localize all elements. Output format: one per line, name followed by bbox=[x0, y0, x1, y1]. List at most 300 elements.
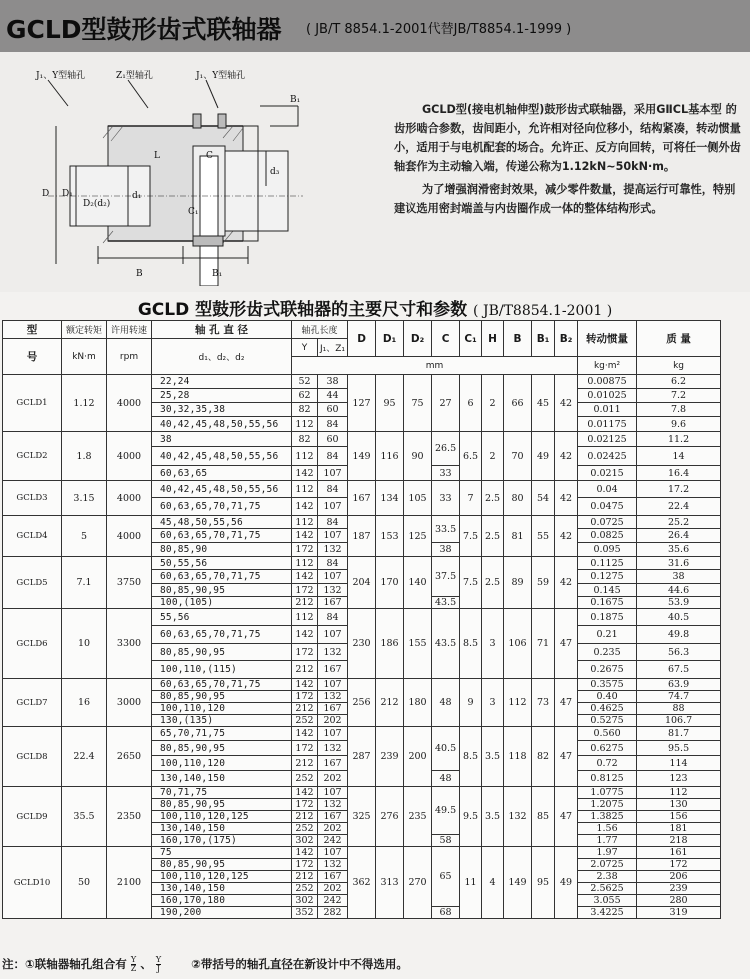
length-j1z1-cell: 132 bbox=[318, 543, 348, 557]
length-j1z1-cell: 202 bbox=[318, 883, 348, 895]
length-y-cell: 252 bbox=[292, 883, 318, 895]
label-C: C bbox=[206, 151, 213, 161]
d1-cell: 313 bbox=[376, 847, 404, 919]
length-j1z1-cell: 242 bbox=[318, 835, 348, 847]
model-cell: GCLD8 bbox=[3, 727, 62, 787]
b-cell: 118 bbox=[504, 727, 532, 787]
mass-cell: 9.6 bbox=[637, 417, 721, 432]
d2-cell: 75 bbox=[404, 375, 432, 432]
bore-cell: 60,63,65,70,71,75 bbox=[152, 570, 292, 584]
b-cell: 81 bbox=[504, 516, 532, 557]
bore-cell: 100,110,120 bbox=[152, 703, 292, 715]
header-D1: D₁ bbox=[376, 321, 404, 357]
length-y-cell: 212 bbox=[292, 703, 318, 715]
mass-cell: 22.4 bbox=[637, 498, 721, 516]
label-b1-top: B₁ bbox=[290, 95, 301, 105]
h-cell: 2.5 bbox=[482, 557, 504, 609]
length-j1z1-cell: 107 bbox=[318, 529, 348, 543]
b2-cell: 47 bbox=[555, 679, 578, 727]
mass-cell: 56.3 bbox=[637, 644, 721, 661]
page-title: GCLD型鼓形齿式联轴器 bbox=[6, 15, 282, 44]
speed-cell: 4000 bbox=[107, 481, 152, 516]
bore-cell: 45,48,50,55,56 bbox=[152, 516, 292, 529]
mass-cell: 38 bbox=[637, 570, 721, 584]
header-mm: mm bbox=[292, 357, 578, 375]
header-banner bbox=[0, 0, 750, 52]
h-cell: 4 bbox=[482, 847, 504, 919]
length-j1z1-cell: 132 bbox=[318, 584, 348, 597]
table-row bbox=[3, 787, 721, 799]
note-2: ②带括号的轴孔直径在新设计中不得选用。 bbox=[191, 957, 408, 971]
c-cell: 48 bbox=[432, 771, 460, 787]
mass-cell: 106.7 bbox=[637, 715, 721, 727]
c1-cell: 7.5 bbox=[460, 516, 482, 557]
bore-cell: 80,85,90 bbox=[152, 543, 292, 557]
mass-cell: 181 bbox=[637, 823, 721, 835]
length-j1z1-cell: 282 bbox=[318, 907, 348, 919]
label-B1: B₁ bbox=[212, 269, 223, 279]
speed-cell: 4000 bbox=[107, 516, 152, 557]
header-D2: D₂ bbox=[404, 321, 432, 357]
length-y-cell: 252 bbox=[292, 715, 318, 727]
bore-cell: 100,110,120,125 bbox=[152, 871, 292, 883]
bore-cell: 60,63,65,70,71,75 bbox=[152, 498, 292, 516]
b2-cell: 42 bbox=[555, 481, 578, 516]
length-y-cell: 252 bbox=[292, 771, 318, 787]
inertia-cell: 0.4625 bbox=[578, 703, 637, 715]
header-bore: 轴 孔 直 径 bbox=[152, 321, 292, 339]
model-cell: GCLD6 bbox=[3, 609, 62, 679]
mass-cell: 206 bbox=[637, 871, 721, 883]
mass-cell: 35.6 bbox=[637, 543, 721, 557]
c-cell: 48 bbox=[432, 679, 460, 727]
header-C1: C₁ bbox=[460, 321, 482, 357]
bore-cell: 130,140,150 bbox=[152, 823, 292, 835]
length-j1z1-cell: 84 bbox=[318, 516, 348, 529]
c1-cell: 11 bbox=[460, 847, 482, 919]
d-cell: 149 bbox=[348, 432, 376, 481]
c1-cell: 9.5 bbox=[460, 787, 482, 847]
bore-cell: 80,85,90,95 bbox=[152, 859, 292, 871]
bore-cell: 30,32,35,38 bbox=[152, 403, 292, 417]
length-y-cell: 142 bbox=[292, 727, 318, 741]
torque-cell: 1.8 bbox=[62, 432, 107, 481]
torque-cell: 7.1 bbox=[62, 557, 107, 609]
b2-cell: 49 bbox=[555, 847, 578, 919]
table-row bbox=[3, 847, 721, 859]
fraction-y-j-den: J bbox=[156, 964, 161, 973]
mass-cell: 123 bbox=[637, 771, 721, 787]
length-j1z1-cell: 84 bbox=[318, 557, 348, 570]
mass-cell: 130 bbox=[637, 799, 721, 811]
c1-cell: 7.5 bbox=[460, 557, 482, 609]
header-mass: 质 量 bbox=[637, 321, 721, 357]
note-separator: 、 bbox=[140, 957, 152, 971]
mass-cell: 67.5 bbox=[637, 661, 721, 679]
inertia-cell: 0.02125 bbox=[578, 432, 637, 447]
c-cell: 43.5 bbox=[432, 597, 460, 609]
bore-cell: 190,200 bbox=[152, 907, 292, 919]
c1-cell: 7 bbox=[460, 481, 482, 516]
label-D2d: D₂(d₂) bbox=[83, 199, 111, 209]
inertia-cell: 0.0475 bbox=[578, 498, 637, 516]
inertia-cell: 0.1875 bbox=[578, 609, 637, 626]
speed-cell: 3750 bbox=[107, 557, 152, 609]
d-cell: 204 bbox=[348, 557, 376, 609]
bore-cell: 60,63,65 bbox=[152, 466, 292, 481]
model-cell: GCLD10 bbox=[3, 847, 62, 919]
header-speed: 许用转速 bbox=[107, 321, 152, 339]
d-cell: 256 bbox=[348, 679, 376, 727]
inertia-cell: 2.5625 bbox=[578, 883, 637, 895]
fraction-y-z-den: Z bbox=[130, 964, 137, 973]
coupling-diagram bbox=[8, 66, 308, 286]
length-j1z1-cell: 107 bbox=[318, 466, 348, 481]
length-j1z1-cell: 107 bbox=[318, 787, 348, 799]
length-y-cell: 172 bbox=[292, 741, 318, 756]
length-y-cell: 82 bbox=[292, 432, 318, 447]
length-j1z1-cell: 167 bbox=[318, 811, 348, 823]
length-y-cell: 302 bbox=[292, 835, 318, 847]
inertia-cell: 0.3575 bbox=[578, 679, 637, 691]
inertia-cell: 0.1275 bbox=[578, 570, 637, 584]
b1-cell: 59 bbox=[532, 557, 555, 609]
length-y-cell: 172 bbox=[292, 543, 318, 557]
c-cell: 65 bbox=[432, 847, 460, 907]
header-torque: 额定转矩 bbox=[62, 321, 107, 339]
c-cell: 68 bbox=[432, 907, 460, 919]
mass-cell: 25.2 bbox=[637, 516, 721, 529]
b2-cell: 47 bbox=[555, 609, 578, 679]
mass-cell: 74.7 bbox=[637, 691, 721, 703]
inertia-cell: 0.04 bbox=[578, 481, 637, 498]
h-cell: 3 bbox=[482, 679, 504, 727]
b1-cell: 54 bbox=[532, 481, 555, 516]
d-cell: 325 bbox=[348, 787, 376, 847]
length-y-cell: 112 bbox=[292, 447, 318, 466]
length-y-cell: 172 bbox=[292, 799, 318, 811]
d2-cell: 105 bbox=[404, 481, 432, 516]
c1-cell: 6 bbox=[460, 375, 482, 432]
b-cell: 106 bbox=[504, 609, 532, 679]
length-y-cell: 142 bbox=[292, 570, 318, 584]
length-j1z1-cell: 84 bbox=[318, 447, 348, 466]
length-j1z1-cell: 167 bbox=[318, 661, 348, 679]
table-title bbox=[0, 295, 750, 320]
bore-cell: 80,85,90,95 bbox=[152, 644, 292, 661]
length-y-cell: 142 bbox=[292, 466, 318, 481]
torque-cell: 3.15 bbox=[62, 481, 107, 516]
length-y-cell: 142 bbox=[292, 679, 318, 691]
label-d3: d₃ bbox=[270, 167, 280, 177]
length-j1z1-cell: 132 bbox=[318, 859, 348, 871]
b1-cell: 71 bbox=[532, 609, 555, 679]
length-j1z1-cell: 202 bbox=[318, 715, 348, 727]
b2-cell: 42 bbox=[555, 432, 578, 481]
speed-cell: 4000 bbox=[107, 432, 152, 481]
c-cell: 40.5 bbox=[432, 727, 460, 771]
inertia-cell: 0.00875 bbox=[578, 375, 637, 389]
torque-cell: 35.5 bbox=[62, 787, 107, 847]
model-cell: GCLD4 bbox=[3, 516, 62, 557]
b-cell: 80 bbox=[504, 481, 532, 516]
bore-cell: 40,42,45,48,50,55,56 bbox=[152, 481, 292, 498]
torque-cell: 10 bbox=[62, 609, 107, 679]
length-j1z1-cell: 132 bbox=[318, 799, 348, 811]
header-J1Z1: J₁、Z₁ bbox=[318, 339, 348, 357]
inertia-cell: 1.77 bbox=[578, 835, 637, 847]
b-cell: 112 bbox=[504, 679, 532, 727]
table-row bbox=[3, 432, 721, 447]
d-cell: 187 bbox=[348, 516, 376, 557]
table-row bbox=[3, 516, 721, 529]
mass-cell: 6.2 bbox=[637, 375, 721, 389]
fraction-y-j-num: Y bbox=[155, 955, 162, 964]
length-y-cell: 212 bbox=[292, 871, 318, 883]
length-j1z1-cell: 132 bbox=[318, 691, 348, 703]
inertia-cell: 1.2075 bbox=[578, 799, 637, 811]
mass-cell: 63.9 bbox=[637, 679, 721, 691]
d2-cell: 90 bbox=[404, 432, 432, 481]
c1-cell: 6.5 bbox=[460, 432, 482, 481]
c-cell: 33 bbox=[432, 481, 460, 516]
length-y-cell: 172 bbox=[292, 859, 318, 871]
table-title-main: GCLD 型鼓形齿式联轴器的主要尺寸和参数 bbox=[137, 300, 468, 320]
header-inertia-unit: kg·m² bbox=[578, 357, 637, 375]
c-cell: 38 bbox=[432, 543, 460, 557]
mass-cell: 88 bbox=[637, 703, 721, 715]
speed-cell: 3300 bbox=[107, 609, 152, 679]
d1-cell: 134 bbox=[376, 481, 404, 516]
bore-cell: 130,140,150 bbox=[152, 883, 292, 895]
table-row bbox=[3, 609, 721, 626]
b1-cell: 73 bbox=[532, 679, 555, 727]
speed-cell: 4000 bbox=[107, 375, 152, 432]
bore-cell: 60,63,65,70,71,75 bbox=[152, 679, 292, 691]
bore-cell: 100,110,120 bbox=[152, 756, 292, 771]
c-cell: 27 bbox=[432, 375, 460, 432]
bore-cell: 55,56 bbox=[152, 609, 292, 626]
mass-cell: 7.8 bbox=[637, 403, 721, 417]
speed-cell: 2350 bbox=[107, 787, 152, 847]
length-y-cell: 212 bbox=[292, 661, 318, 679]
length-j1z1-cell: 60 bbox=[318, 432, 348, 447]
length-j1z1-cell: 60 bbox=[318, 403, 348, 417]
d1-cell: 239 bbox=[376, 727, 404, 787]
mass-cell: 112 bbox=[637, 787, 721, 799]
bore-cell: 130,(135) bbox=[152, 715, 292, 727]
length-y-cell: 302 bbox=[292, 895, 318, 907]
header-model-top: 型 bbox=[3, 321, 62, 339]
bore-cell: 25,28 bbox=[152, 389, 292, 403]
h-cell: 2 bbox=[482, 375, 504, 432]
mass-cell: 31.6 bbox=[637, 557, 721, 570]
inertia-cell: 0.8125 bbox=[578, 771, 637, 787]
d1-cell: 153 bbox=[376, 516, 404, 557]
speed-cell: 3000 bbox=[107, 679, 152, 727]
header-D: D bbox=[348, 321, 376, 357]
inertia-cell: 0.21 bbox=[578, 626, 637, 644]
h-cell: 2.5 bbox=[482, 481, 504, 516]
inertia-cell: 1.56 bbox=[578, 823, 637, 835]
bore-cell: 80,85,90,95 bbox=[152, 741, 292, 756]
inertia-cell: 1.0775 bbox=[578, 787, 637, 799]
label-j1y-right: J₁、Y型轴孔 bbox=[196, 71, 246, 81]
bore-cell: 38 bbox=[152, 432, 292, 447]
mass-cell: 7.2 bbox=[637, 389, 721, 403]
d2-cell: 235 bbox=[404, 787, 432, 847]
length-y-cell: 142 bbox=[292, 626, 318, 644]
header-mass-unit: kg bbox=[637, 357, 721, 375]
inertia-cell: 0.1675 bbox=[578, 597, 637, 609]
length-y-cell: 112 bbox=[292, 481, 318, 498]
description-paragraph-2: 为了增强润滑密封效果，减少零件数量，提高运行可靠性，特别建议选用密封端盖与内齿圈作成一体的整体结构形式。 bbox=[394, 183, 736, 215]
description-paragraph-1: GCLD型(接电机轴伸型)鼓形齿式联轴器，采用GⅡCL基本型 的齿形啮合参数，齿间距小，允许相对径向位移小，结构紧凑，转动惯量小，适用于与电机配套的场合。允许正、反方向回转，可将任一侧外齿轴套作为主动输入端，传递公称为1.12kN~50kN·m。 bbox=[394, 103, 741, 173]
speed-cell: 2100 bbox=[107, 847, 152, 919]
inertia-cell: 0.1125 bbox=[578, 557, 637, 570]
b2-cell: 42 bbox=[555, 375, 578, 432]
inertia-cell: 3.055 bbox=[578, 895, 637, 907]
length-j1z1-cell: 84 bbox=[318, 481, 348, 498]
b-cell: 149 bbox=[504, 847, 532, 919]
torque-cell: 1.12 bbox=[62, 375, 107, 432]
length-j1z1-cell: 84 bbox=[318, 417, 348, 432]
h-cell: 2.5 bbox=[482, 516, 504, 557]
mass-cell: 81.7 bbox=[637, 727, 721, 741]
standard-reference: ( JB/T 8854.1-2001代替JB/T8854.1-1999 ) bbox=[306, 22, 572, 37]
c1-cell: 8.5 bbox=[460, 609, 482, 679]
d1-cell: 116 bbox=[376, 432, 404, 481]
d2-cell: 180 bbox=[404, 679, 432, 727]
model-cell: GCLD1 bbox=[3, 375, 62, 432]
length-y-cell: 52 bbox=[292, 375, 318, 389]
d-cell: 230 bbox=[348, 609, 376, 679]
mass-cell: 26.4 bbox=[637, 529, 721, 543]
length-y-cell: 212 bbox=[292, 811, 318, 823]
b2-cell: 42 bbox=[555, 557, 578, 609]
inertia-cell: 2.38 bbox=[578, 871, 637, 883]
torque-cell: 16 bbox=[62, 679, 107, 727]
d2-cell: 200 bbox=[404, 727, 432, 787]
length-y-cell: 172 bbox=[292, 584, 318, 597]
bore-cell: 70,71,75 bbox=[152, 787, 292, 799]
fraction-y-z-num: Y bbox=[130, 955, 137, 964]
h-cell: 3.5 bbox=[482, 787, 504, 847]
b-cell: 132 bbox=[504, 787, 532, 847]
inertia-cell: 0.095 bbox=[578, 543, 637, 557]
inertia-cell: 3.4225 bbox=[578, 907, 637, 919]
table-row bbox=[3, 557, 721, 570]
mass-cell: 156 bbox=[637, 811, 721, 823]
d-cell: 287 bbox=[348, 727, 376, 787]
length-j1z1-cell: 107 bbox=[318, 727, 348, 741]
mass-cell: 172 bbox=[637, 859, 721, 871]
table-row bbox=[3, 481, 721, 498]
b1-cell: 85 bbox=[532, 787, 555, 847]
length-y-cell: 172 bbox=[292, 644, 318, 661]
model-cell: GCLD7 bbox=[3, 679, 62, 727]
length-j1z1-cell: 132 bbox=[318, 644, 348, 661]
length-j1z1-cell: 167 bbox=[318, 703, 348, 715]
d1-cell: 276 bbox=[376, 787, 404, 847]
b1-cell: 49 bbox=[532, 432, 555, 481]
inertia-cell: 0.6275 bbox=[578, 741, 637, 756]
length-y-cell: 112 bbox=[292, 557, 318, 570]
torque-cell: 50 bbox=[62, 847, 107, 919]
torque-cell: 5 bbox=[62, 516, 107, 557]
h-cell: 2 bbox=[482, 432, 504, 481]
bore-cell: 60,63,65,70,71,75 bbox=[152, 529, 292, 543]
inertia-cell: 1.3825 bbox=[578, 811, 637, 823]
c-cell: 49.5 bbox=[432, 787, 460, 835]
header-B: B bbox=[504, 321, 532, 357]
length-j1z1-cell: 202 bbox=[318, 771, 348, 787]
d-cell: 362 bbox=[348, 847, 376, 919]
mass-cell: 114 bbox=[637, 756, 721, 771]
c-cell: 26.5 bbox=[432, 432, 460, 466]
b2-cell: 47 bbox=[555, 787, 578, 847]
table-title-standard: ( JB/T8854.1-2001 ) bbox=[473, 303, 613, 319]
length-j1z1-cell: 107 bbox=[318, 679, 348, 691]
table-row bbox=[3, 679, 721, 691]
b-cell: 70 bbox=[504, 432, 532, 481]
length-j1z1-cell: 107 bbox=[318, 847, 348, 859]
mass-cell: 17.2 bbox=[637, 481, 721, 498]
speed-cell: 2650 bbox=[107, 727, 152, 787]
length-j1z1-cell: 44 bbox=[318, 389, 348, 403]
d1-cell: 186 bbox=[376, 609, 404, 679]
c-cell: 33 bbox=[432, 466, 460, 481]
length-y-cell: 352 bbox=[292, 907, 318, 919]
c-cell: 58 bbox=[432, 835, 460, 847]
bore-cell: 100,110,(115) bbox=[152, 661, 292, 679]
length-y-cell: 112 bbox=[292, 516, 318, 529]
length-y-cell: 142 bbox=[292, 529, 318, 543]
bore-cell: 80,85,90,95 bbox=[152, 691, 292, 703]
c-cell: 33.5 bbox=[432, 516, 460, 543]
bore-cell: 40,42,45,48,50,55,56 bbox=[152, 417, 292, 432]
inertia-cell: 0.5275 bbox=[578, 715, 637, 727]
label-z1: Z₁型轴孔 bbox=[116, 71, 153, 81]
length-y-cell: 142 bbox=[292, 498, 318, 516]
bore-cell: 40,42,45,48,50,55,56 bbox=[152, 447, 292, 466]
header-B2: B₂ bbox=[555, 321, 578, 357]
c1-cell: 8.5 bbox=[460, 727, 482, 787]
b1-cell: 95 bbox=[532, 847, 555, 919]
length-j1z1-cell: 242 bbox=[318, 895, 348, 907]
length-y-cell: 172 bbox=[292, 691, 318, 703]
header-length: 轴孔长度 bbox=[292, 321, 348, 339]
mass-cell: 53.9 bbox=[637, 597, 721, 609]
inertia-cell: 0.2675 bbox=[578, 661, 637, 679]
length-j1z1-cell: 38 bbox=[318, 375, 348, 389]
inertia-cell: 0.02425 bbox=[578, 447, 637, 466]
d1-cell: 95 bbox=[376, 375, 404, 432]
header-C: C bbox=[432, 321, 460, 357]
bore-cell: 160,170,(175) bbox=[152, 835, 292, 847]
inertia-cell: 2.0725 bbox=[578, 859, 637, 871]
d2-cell: 125 bbox=[404, 516, 432, 557]
mass-cell: 40.5 bbox=[637, 609, 721, 626]
inertia-cell: 0.0725 bbox=[578, 516, 637, 529]
header-B1: B₁ bbox=[532, 321, 555, 357]
model-cell: GCLD3 bbox=[3, 481, 62, 516]
mass-cell: 239 bbox=[637, 883, 721, 895]
h-cell: 3.5 bbox=[482, 727, 504, 787]
b-cell: 66 bbox=[504, 375, 532, 432]
length-y-cell: 112 bbox=[292, 417, 318, 432]
d2-cell: 270 bbox=[404, 847, 432, 919]
